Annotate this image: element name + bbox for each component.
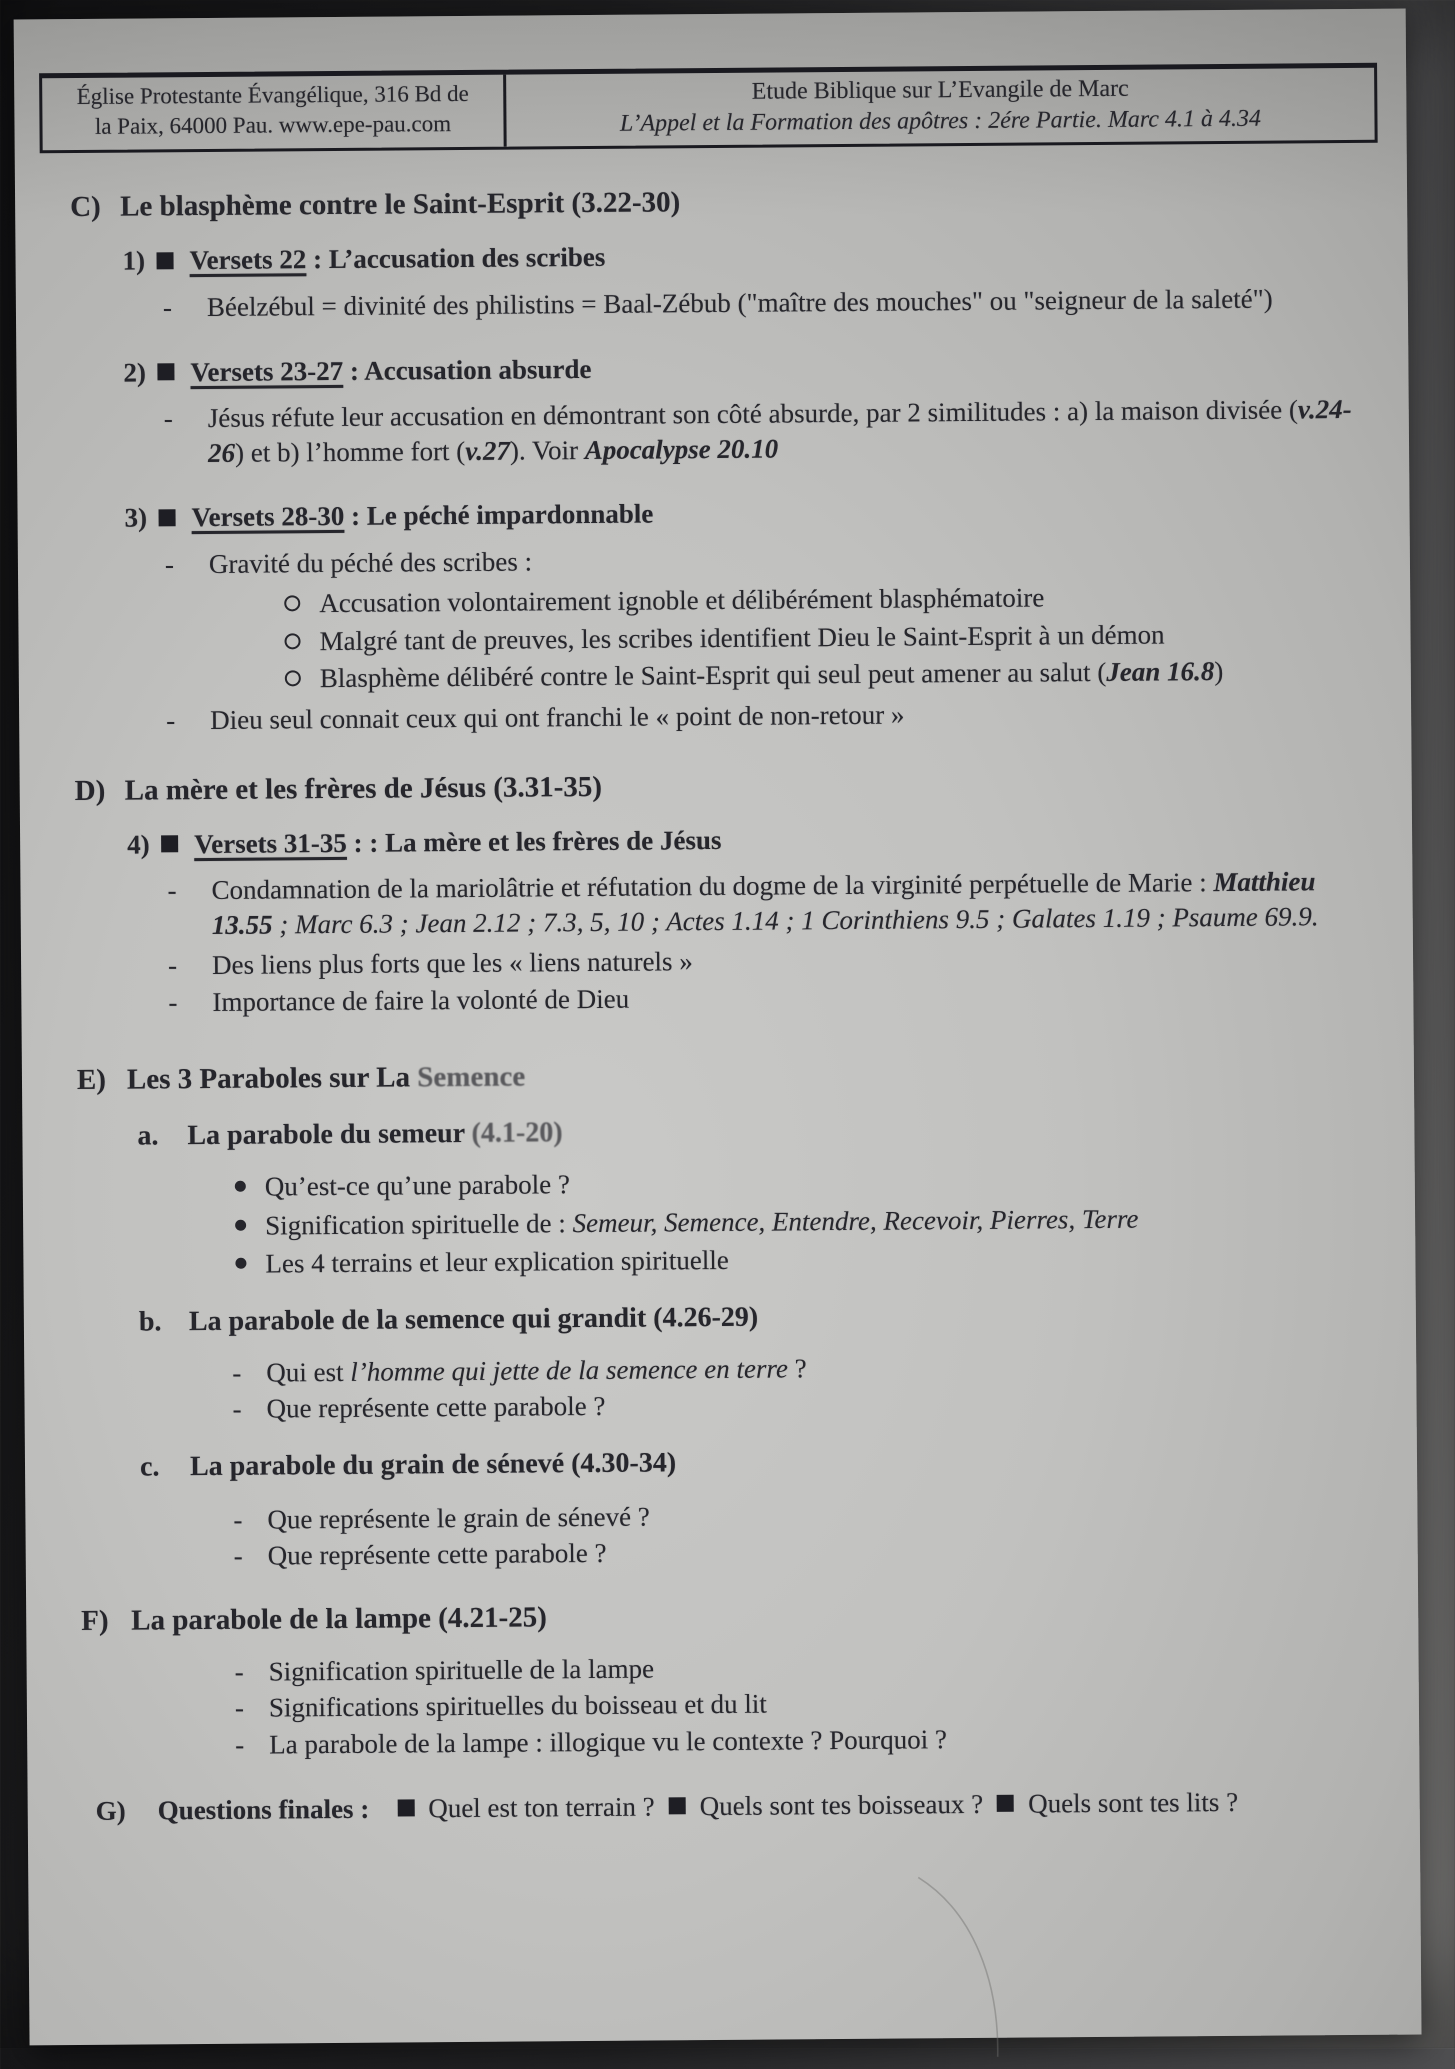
signification-line: [235, 1200, 1385, 1244]
circle-bullet-icon: [285, 671, 301, 687]
condamnation-line: [167, 864, 1383, 943]
dash-marker: -: [162, 292, 173, 323]
header-table: [39, 63, 1378, 154]
square-bullet-icon: [997, 1795, 1014, 1812]
dash-marker: -: [233, 1540, 243, 1572]
dash-marker: -: [166, 705, 176, 736]
item-4-number: 4): [127, 829, 150, 860]
document-body: [70, 179, 1390, 1828]
section-g-letter: G): [95, 1795, 126, 1826]
circle-bullet-icon: [284, 596, 300, 612]
item-3-text: [191, 497, 653, 535]
item-2-number: 2): [123, 357, 147, 388]
dash-marker: -: [234, 1693, 245, 1724]
liens-naturels-text: Des liens plus forts que les « liens naturels »: [211, 946, 693, 981]
subsection-a-letter: a.: [137, 1120, 159, 1153]
beelzebul-text: Béelzébul = divinité des philistins = Baal-Zébub ("maître des mouches" ou "seigneur de la saleté"): [206, 283, 1273, 323]
dash-marker: -: [167, 875, 177, 906]
section-f-heading: [81, 1593, 1388, 1640]
section-e-heading: [77, 1052, 1384, 1099]
volonte-dieu-line: [168, 976, 1383, 1020]
dash-marker: -: [235, 1729, 245, 1760]
church-address-line1: Église Protestante Évangélique, 316 Bd de: [76, 80, 469, 109]
header-church-address: [42, 75, 507, 151]
section-e-letter: E): [76, 1064, 107, 1097]
dash-marker: -: [167, 950, 178, 981]
questions-finales-label: Questions finales :: [157, 1793, 370, 1825]
parabole-question-text: Qu’est-ce qu’une parabole ?: [264, 1169, 571, 1202]
volonte-dieu-text: Importance de faire la volonté de Dieu: [212, 983, 630, 1017]
represente-parabole-text-c: Que représente cette parabole ?: [267, 1538, 607, 1571]
dash-marker: -: [163, 403, 173, 434]
header-study-title: [506, 68, 1375, 147]
circle-bullet-icon: [284, 633, 300, 649]
lampe-illogique-line: [235, 1719, 1389, 1763]
point-non-retour-text: Dieu seul connait ceux qui ont franchi le « point de non-retour »: [210, 699, 905, 735]
document-paper: [14, 9, 1422, 2046]
subsection-b-letter: b.: [138, 1306, 162, 1338]
question-terrain: Quel est ton terrain ?: [428, 1791, 655, 1823]
terrains-text: Les 4 terrains et leur explication spirituelle: [265, 1245, 729, 1279]
subsection-c-heading: [140, 1440, 1387, 1486]
malgre-circle-text: Malgré tant de preuves, les scribes identifient Dieu le Saint-Esprit à un démon: [319, 619, 1165, 656]
represente-parabole-line-b: [232, 1383, 1386, 1427]
lampe-signification-text: Signification spirituelle de la lampe: [268, 1653, 655, 1687]
stray-hair-artifact: [878, 1872, 1019, 2063]
subsection-c-letter: c.: [139, 1451, 160, 1483]
dash-marker: -: [233, 1504, 243, 1535]
item-2-text: [190, 352, 591, 390]
item-2-heading: [123, 345, 1378, 389]
accusation-circle-text: Accusation volontairement ignoble et délibérément blasphématoire: [319, 582, 1045, 619]
verset-31-35-label: Versets 31-35: [194, 827, 347, 859]
subsection-a-heading: [137, 1109, 1384, 1155]
verset-22-label: Versets 22: [189, 244, 307, 276]
dot-bullet-icon: [235, 1220, 246, 1231]
item-3-rest: : Le péché impardonnable: [344, 498, 654, 532]
signification-text: Signification spirituelle de : Semeur, Semence, Entendre, Recevoir, Pierres, Terre: [265, 1203, 1139, 1241]
gravite-text: Gravité du péché des scribes :: [208, 546, 533, 579]
item-1-rest: : L’accusation des scribes: [306, 242, 606, 275]
terrains-line: [235, 1238, 1385, 1282]
square-bullet-icon: [669, 1798, 686, 1815]
item-1-text: [189, 240, 605, 278]
blaspheme-circle-line: [285, 653, 1381, 696]
subsection-b-title: La parabole de la semence qui grandit (4.26-29): [188, 1301, 759, 1338]
item-1-heading: [122, 234, 1377, 278]
point-non-retour-line: [166, 694, 1381, 738]
section-c-heading: [70, 179, 1377, 226]
blaspheme-circle-text: Blasphème délibéré contre le Saint-Esprit qui seul peut amener au salut (Jean 16.8): [319, 656, 1224, 694]
item-3-heading: [124, 491, 1379, 535]
section-f-letter: F): [81, 1604, 109, 1637]
study-title-line1: Etude Biblique sur L’Evangile de Marc: [751, 75, 1129, 105]
square-bullet-icon: [156, 252, 173, 269]
gravite-line: [165, 538, 1380, 582]
dash-marker: -: [164, 549, 175, 580]
subsection-b-heading: [139, 1295, 1386, 1341]
section-g-line: [96, 1783, 1390, 1828]
item-4-text: [194, 823, 722, 862]
item-2-rest: : Accusation absurde: [343, 353, 592, 386]
represente-parabole-text-b: Que représente cette parabole ?: [266, 1391, 606, 1424]
dash-marker: -: [168, 987, 178, 1018]
section-c-title: Le blasphème contre le Saint-Esprit (3.22-30): [120, 186, 681, 224]
item-4-heading: [127, 817, 1382, 861]
beelzebul-line: [163, 281, 1378, 325]
verset-23-27-label: Versets 23-27: [190, 355, 344, 387]
parabole-question-line: [235, 1161, 1385, 1205]
section-d-title: La mère et les frères de Jésus (3.31-35): [124, 770, 603, 807]
represente-parabole-line-c: [234, 1530, 1388, 1574]
dash-marker: -: [234, 1656, 244, 1687]
subsection-a-title: La parabole du semeur (4.1-20): [187, 1117, 563, 1152]
accusation-circle-line: [284, 578, 1380, 621]
grain-seneve-text: Que représente le grain de sénevé ?: [267, 1501, 650, 1535]
malgre-circle-line: [284, 616, 1380, 659]
item-3-number: 3): [124, 502, 148, 533]
section-d-heading: [75, 762, 1382, 809]
jesus-refute-text: Jésus réfute leur accusation en démontrant son côté absurde, par 2 similitudes : a) la maison divisée (v.24-26) et b) l’homme fort (v.27). Voir Apocalypse 20.10: [207, 394, 1352, 468]
square-bullet-icon: [159, 509, 176, 526]
dot-bullet-icon: [235, 1258, 246, 1269]
section-f-title: La parabole de la lampe (4.21-25): [131, 1601, 548, 1637]
church-address-line2: la Paix, 64000 Pau. www.epe-pau.com: [94, 111, 452, 140]
section-d-letter: D): [74, 774, 106, 807]
condamnation-text: Condamnation de la mariolâtrie et réfutation du dogme de la virginité perpétuelle de Marie : Matthieu 13.55 ; Marc 6.3 ; Jean 2.12 ; 7.3, 5, 10 ; Actes 1.14 ; 1 Corinthiens 9.5 ; Galates 1.19 ; Psaume 69.9.: [211, 866, 1319, 940]
question-boisseaux: Quels sont tes boisseaux ?: [699, 1788, 984, 1821]
section-c-letter: C): [70, 191, 101, 224]
section-e-title: Les 3 Paraboles sur La Semence: [126, 1060, 526, 1096]
lampe-illogique-text: La parabole de la lampe : illogique vu le contexte ? Pourquoi ?: [269, 1724, 948, 1760]
dash-marker: -: [232, 1357, 242, 1388]
square-bullet-icon: [161, 836, 178, 853]
dash-marker: -: [232, 1394, 242, 1425]
jesus-refute-line: [164, 392, 1380, 471]
dot-bullet-icon: [235, 1181, 246, 1192]
square-bullet-icon: [397, 1800, 414, 1817]
item-1-number: 1): [122, 245, 146, 277]
question-lits: Quels sont tes lits ?: [1028, 1786, 1239, 1819]
subsection-c-title: La parabole du grain de sénevé (4.30-34): [189, 1447, 677, 1482]
item-4-rest: : : La mère et les frères de Jésus: [346, 824, 722, 858]
square-bullet-icon: [157, 364, 174, 381]
verset-28-30-label: Versets 28-30: [191, 501, 345, 533]
study-title-line2: L’Appel et la Formation des apôtres : 2ére Partie. Marc 4.1 à 4.34: [619, 105, 1262, 137]
homme-jette-text: Qui est l’homme qui jette de la semence en terre ?: [266, 1353, 807, 1388]
boisseau-lit-text: Significations spirituelles du boisseau et du lit: [268, 1689, 767, 1723]
